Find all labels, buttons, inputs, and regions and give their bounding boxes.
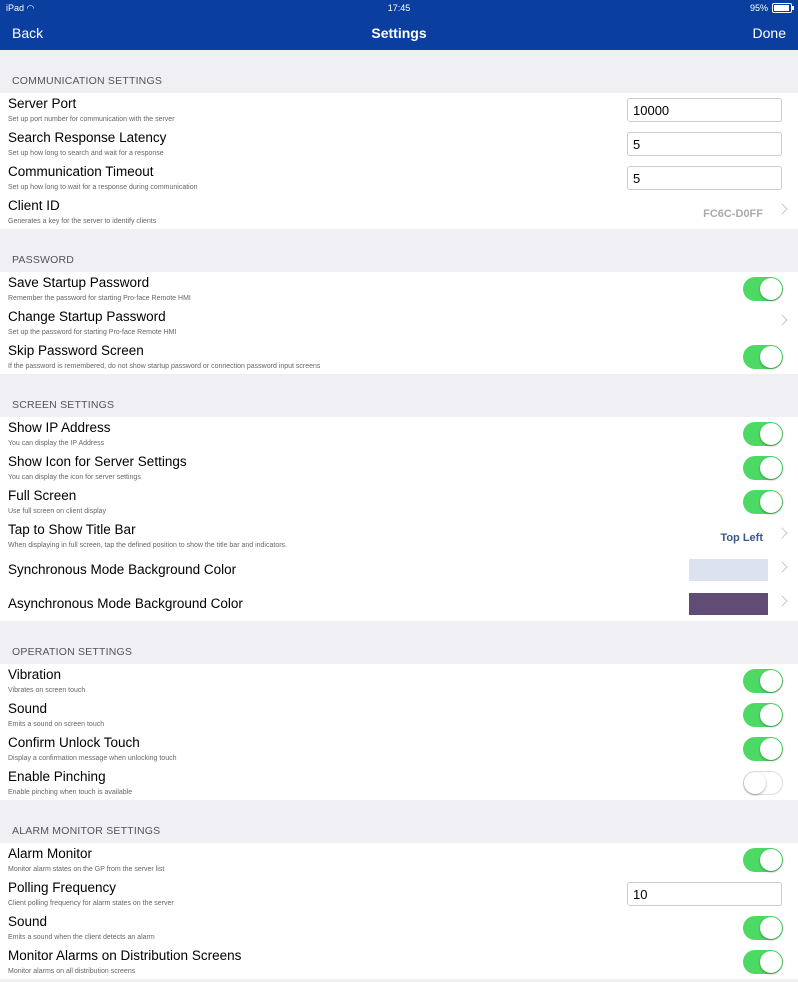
- setting-row-save-startup-password: [0, 272, 798, 306]
- setting-description: Set up how long to search and wait for a response: [8, 150, 164, 157]
- setting-description: Remember the password for starting Pro-face Remote HMI: [8, 295, 191, 302]
- setting-row-synchronous-mode-background-color[interactable]: [0, 553, 798, 587]
- settings-group-communication-settings: [0, 93, 798, 229]
- setting-title: Communication Timeout: [8, 164, 154, 179]
- setting-title: Monitor Alarms on Distribution Screens: [8, 948, 242, 963]
- toggle-knob: [760, 423, 782, 445]
- setting-title: Synchronous Mode Background Color: [8, 562, 237, 577]
- setting-description: Set up how long to wait for a response during communication: [8, 184, 198, 191]
- setting-title: Save Startup Password: [8, 275, 150, 290]
- setting-title: Search Response Latency: [8, 130, 167, 145]
- setting-row-asynchronous-mode-background-color[interactable]: [0, 587, 798, 621]
- setting-row-enable-pinching: [0, 766, 798, 800]
- setting-description: Monitor alarm states on the GP from the server list: [8, 866, 165, 873]
- clock: 17:45: [387, 3, 411, 13]
- setting-title: Sound: [8, 701, 48, 716]
- setting-title: Sound: [8, 914, 48, 929]
- setting-description: Use full screen on client display: [8, 508, 107, 515]
- setting-title: Tap to Show Title Bar: [8, 522, 136, 537]
- device-label: iPad ◠: [6, 3, 35, 13]
- sound-toggle[interactable]: [743, 703, 783, 727]
- chevron-right-icon: [776, 595, 787, 606]
- setting-title: Confirm Unlock Touch: [8, 735, 140, 750]
- chevron-right-icon: [776, 203, 787, 214]
- wifi-icon: ◠: [26, 3, 35, 13]
- setting-description: Set up port number for communication with the server: [8, 116, 175, 123]
- setting-description: Emits a sound on screen touch: [8, 721, 105, 728]
- battery-icon: [772, 3, 792, 13]
- setting-description: Vibrates on screen touch: [8, 687, 86, 694]
- setting-row-show-icon-for-server-settings: [0, 451, 798, 485]
- toggle-knob: [760, 491, 782, 513]
- server-port-input[interactable]: [627, 98, 782, 122]
- setting-row-skip-password-screen: [0, 340, 798, 374]
- setting-row-tap-to-show-title-bar[interactable]: [0, 519, 798, 553]
- setting-row-client-id[interactable]: [0, 195, 798, 229]
- setting-description: You can display the IP Address: [8, 440, 105, 447]
- setting-description: Display a confirmation message when unlocking touch: [8, 755, 177, 762]
- save-startup-password-toggle[interactable]: [743, 277, 783, 301]
- section-header-password: PASSWORD: [12, 254, 75, 266]
- search-response-latency-input[interactable]: [627, 132, 782, 156]
- setting-row-change-startup-password[interactable]: [0, 306, 798, 340]
- confirm-unlock-touch-toggle[interactable]: [743, 737, 783, 761]
- setting-title: Polling Frequency: [8, 880, 117, 895]
- setting-row-polling-frequency: [0, 877, 798, 911]
- toggle-knob: [760, 457, 782, 479]
- done-button[interactable]: Done: [752, 25, 786, 41]
- toggle-knob: [760, 917, 782, 939]
- monitor-alarms-on-distribution-screens-toggle[interactable]: [743, 950, 783, 974]
- setting-description: Set up the password for starting Pro-face Remote HMI: [8, 329, 177, 336]
- settings-group-screen-settings: [0, 417, 798, 621]
- setting-description: If the password is remembered, do not show startup password or connection password input screens: [8, 363, 321, 370]
- settings-group-alarm-monitor-settings: [0, 843, 798, 979]
- chevron-right-icon: [776, 527, 787, 538]
- chevron-right-icon: [776, 561, 787, 572]
- setting-description: Client polling frequency for alarm states on the server: [8, 900, 174, 907]
- toggle-knob: [760, 704, 782, 726]
- navigation-bar: [0, 0, 798, 50]
- tap-to-show-title-bar-value: Top Left: [720, 532, 763, 544]
- vibration-toggle[interactable]: [743, 669, 783, 693]
- setting-title: Show Icon for Server Settings: [8, 454, 187, 469]
- setting-title: Alarm Monitor: [8, 846, 93, 861]
- setting-title: Skip Password Screen: [8, 343, 144, 358]
- setting-title: Change Startup Password: [8, 309, 166, 324]
- show-ip-address-toggle[interactable]: [743, 422, 783, 446]
- show-icon-for-server-settings-toggle[interactable]: [743, 456, 783, 480]
- setting-description: Emits a sound when the client detects an alarm: [8, 934, 155, 941]
- setting-title: Server Port: [8, 96, 77, 111]
- setting-row-sound: [0, 698, 798, 732]
- skip-password-screen-toggle[interactable]: [743, 345, 783, 369]
- setting-description: Monitor alarms on all distribution screens: [8, 968, 136, 975]
- setting-row-monitor-alarms-on-distribution-screens: [0, 945, 798, 979]
- setting-description: Enable pinching when touch is available: [8, 789, 133, 796]
- section-header-operation-settings: OPERATION SETTINGS: [12, 646, 133, 658]
- toggle-knob: [760, 278, 782, 300]
- toggle-knob: [760, 951, 782, 973]
- setting-title: Asynchronous Mode Background Color: [8, 596, 243, 611]
- toggle-knob: [760, 738, 782, 760]
- polling-frequency-input[interactable]: [627, 882, 782, 906]
- chevron-right-icon: [776, 314, 787, 325]
- sound-toggle[interactable]: [743, 916, 783, 940]
- setting-row-confirm-unlock-touch: [0, 732, 798, 766]
- setting-description: Generates a key for the server to identify clients: [8, 218, 157, 225]
- setting-title: Show IP Address: [8, 420, 111, 435]
- setting-row-server-port: [0, 93, 798, 127]
- settings-list: [0, 50, 798, 979]
- status-bar: [0, 0, 798, 16]
- setting-title: Client ID: [8, 198, 60, 213]
- setting-row-alarm-monitor: [0, 843, 798, 877]
- alarm-monitor-toggle[interactable]: [743, 848, 783, 872]
- synchronous-mode-background-color-swatch[interactable]: [689, 559, 768, 581]
- setting-row-full-screen: [0, 485, 798, 519]
- setting-description: When displaying in full screen, tap the defined position to show the title bar and indicators.: [8, 542, 287, 549]
- section-header-communication-settings: COMMUNICATION SETTINGS: [12, 75, 163, 87]
- enable-pinching-toggle[interactable]: [743, 771, 783, 795]
- setting-title: Vibration: [8, 667, 62, 682]
- settings-group-password: [0, 272, 798, 374]
- page-title: Settings: [371, 25, 427, 41]
- setting-row-vibration: [0, 664, 798, 698]
- toggle-knob: [744, 772, 766, 794]
- setting-row-communication-timeout: [0, 161, 798, 195]
- back-button[interactable]: Back: [12, 25, 44, 41]
- toggle-knob: [760, 670, 782, 692]
- setting-row-search-response-latency: [0, 127, 798, 161]
- setting-title: Enable Pinching: [8, 769, 106, 784]
- toggle-knob: [760, 849, 782, 871]
- section-header-alarm-monitor-settings: ALARM MONITOR SETTINGS: [12, 825, 161, 837]
- toggle-knob: [760, 346, 782, 368]
- section-header-screen-settings: SCREEN SETTINGS: [12, 399, 115, 411]
- asynchronous-mode-background-color-swatch[interactable]: [689, 593, 768, 615]
- battery-percent: 95%: [749, 3, 768, 13]
- setting-description: You can display the icon for server settings: [8, 474, 141, 481]
- settings-group-operation-settings: [0, 664, 798, 800]
- setting-title: Full Screen: [8, 488, 77, 503]
- setting-row-show-ip-address: [0, 417, 798, 451]
- client-id-value: FC6C-D0FF: [703, 208, 763, 220]
- communication-timeout-input[interactable]: [627, 166, 782, 190]
- setting-row-sound: [0, 911, 798, 945]
- full-screen-toggle[interactable]: [743, 490, 783, 514]
